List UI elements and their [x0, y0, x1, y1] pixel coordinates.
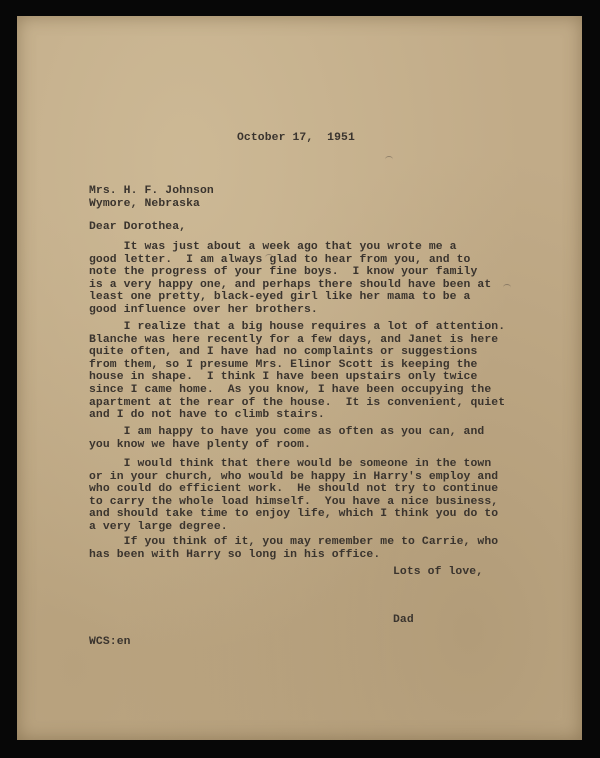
reference-initials: WCS:en: [89, 636, 131, 648]
closing: Lots of love,: [393, 566, 484, 578]
paragraph-2: I realize that a big house requires a lot of attention. Blanche was here recently for a few days, and Janet is here quite often, and I have had no complaints or suggestions from them, so I presume Mrs. Elinor Scott is keeping the house in shape. I think I have been upstairs only twice since I came home. As you know, I have been occupying the apartment at the rear of the house. It is convenient, quiet and I do not have to climb stairs.: [89, 321, 506, 422]
paper-blemish: [503, 284, 511, 291]
salutation: Dear Dorothea,: [89, 221, 187, 233]
letter-page: [17, 16, 582, 740]
paragraph-4: I would think that there would be someone in the town or in your church, who would be happy in Harry's employ and who could do efficient work. He should not try to continue to carry the whole load himself. You have a nice business, and should take time to enjoy life, which I think you do to a very large degree.: [89, 458, 499, 533]
paragraph-5: If you think of it, you may remember me to Carrie, who has been with Harry so long in his office.: [89, 536, 499, 561]
signature: Dad: [393, 614, 414, 626]
paragraph-3: I am happy to have you come as often as you can, and you know we have plenty of room.: [89, 426, 485, 451]
letter-date: October 17, 1951: [237, 132, 355, 144]
paper-blemish: [385, 156, 393, 163]
recipient-address: Wymore, Nebraska: [89, 198, 200, 210]
paragraph-1: It was just about a week ago that you wrote me a good letter. I am always glad to hear from you, and to note the progress of your fine boys. I know your family is a very happy one, and perhaps there should have been at least one pretty, black-eyed girl like her mama to be a good influence over her brothers.: [89, 241, 492, 316]
recipient-name: Mrs. H. F. Johnson: [89, 185, 214, 197]
